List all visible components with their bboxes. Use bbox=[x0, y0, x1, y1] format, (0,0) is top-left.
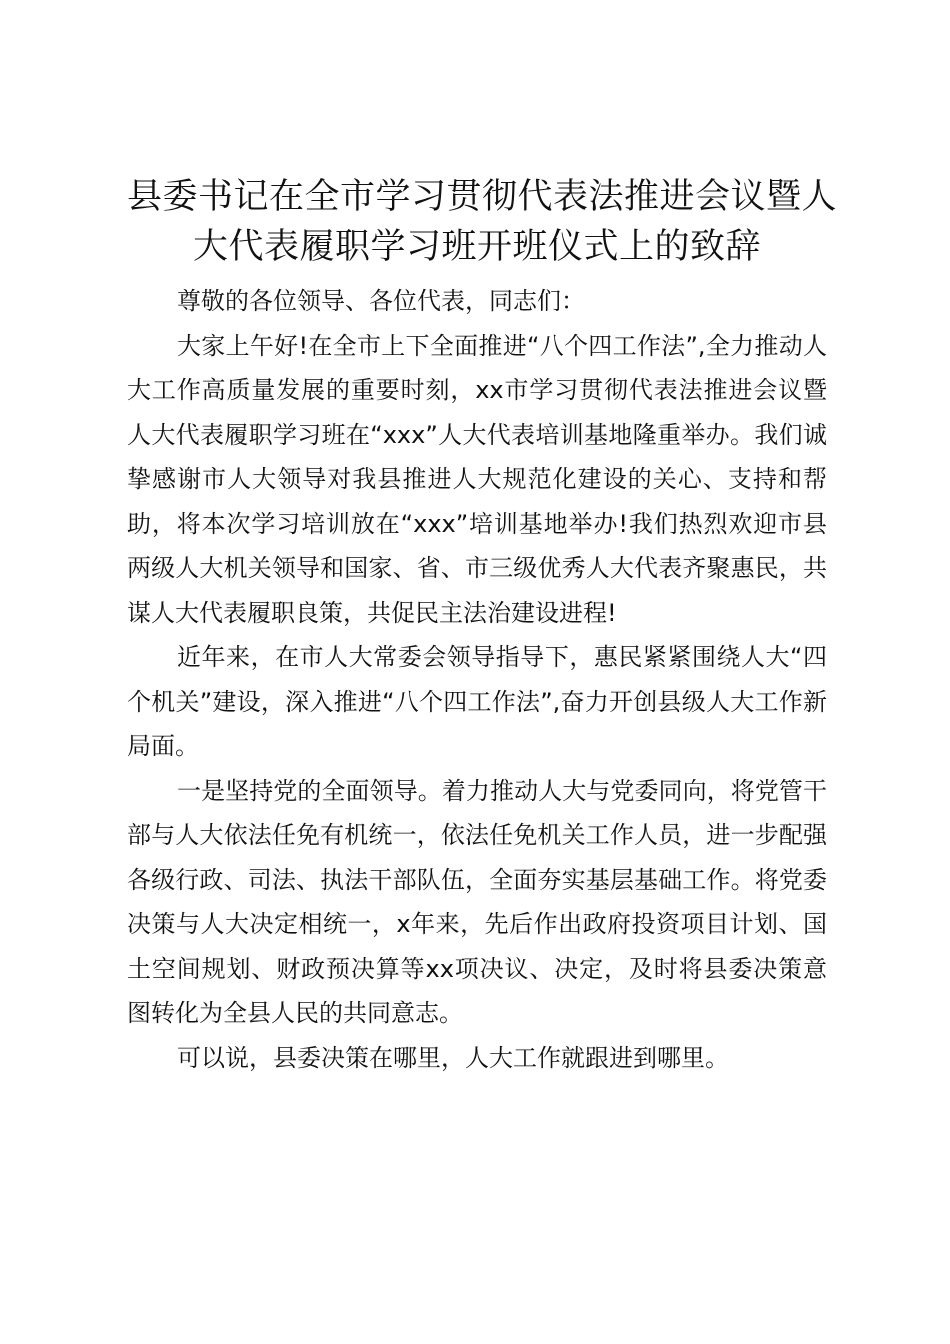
paragraph-conclusion: 可以说，县委决策在哪里，人大工作就跟进到哪里。 bbox=[177, 1043, 729, 1072]
title-line-2: 大代表履职学习班开班仪式上的致辞 bbox=[192, 227, 761, 267]
paragraph-opening: 大家上午好!在全市上下全面推进“八个四工作法”,全力推动人大工作高质量发展的重要时刻，xx市学习贯彻代表法推进会议暨人大代表履职学习班在“xxx”人大代表培训基地隆重举办。我们诚挚感谢市人大领导对我县推进人大规范化建设的关心、支持和帮助，将本次学习培训放在“xxx”培训基地举办!我们热烈欢迎市县两级人大机关领导和国家、省、市三级优秀人大代表齐聚惠民，共谋人大代表履职良策，共促民主法治建设进程! bbox=[127, 331, 827, 627]
title-line-1: 县委书记在全市学习贯彻代表法推进会议暨人 bbox=[127, 177, 838, 217]
document-title bbox=[127, 172, 838, 272]
paragraph-party-leadership: 一是坚持党的全面领导。着力推动人大与党委同向，将党管干部与人大依法任免有机统一，依法任免机关工作人员，进一步配强各级行政、司法、执法干部队伍，全面夯实基层基础工作。将党委决策与人大决定相统一，x年来，先后作出政府投资项目计划、国土空间规划、财政预决算等xx项决议、决定，及时将县委决策意图转化为全县人民的共同意志。 bbox=[127, 776, 827, 1027]
salutation: 尊敬的各位领导、各位代表，同志们： bbox=[177, 287, 585, 315]
document-body bbox=[127, 279, 827, 1080]
paragraph-recent-years: 近年来，在市人大常委会领导指导下，惠民紧紧围绕人大“四个机关”建设，深入推进“八个四工作法”,奋力开创县级人大工作新局面。 bbox=[127, 643, 827, 760]
document-page bbox=[127, 172, 838, 1080]
